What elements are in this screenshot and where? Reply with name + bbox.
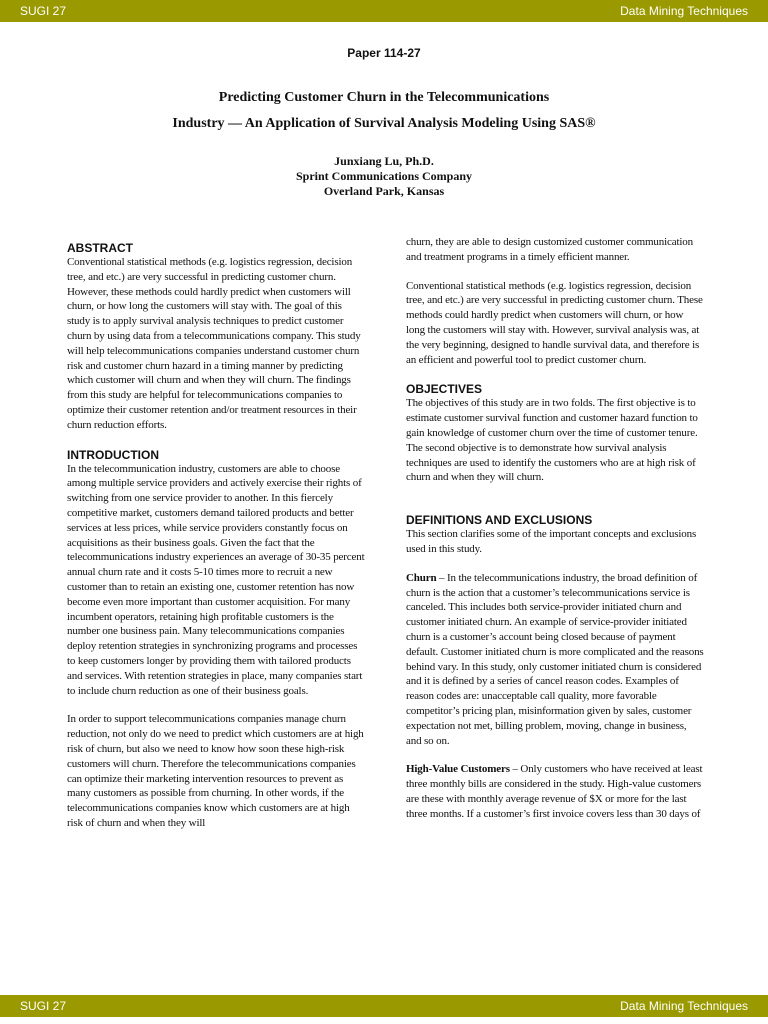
definitions-heading: DEFINITIONS AND EXCLUSIONS <box>406 513 593 528</box>
continued-paragraph: churn, they are able to design customized customer communication and treatment programs in a timely efficient manner. <box>406 236 694 263</box>
paper-number: Paper 114-27 <box>347 46 421 60</box>
title-line-2: Industry — An Application of Survival Analysis Modeling Using SAS® <box>172 116 596 131</box>
left-column <box>67 241 365 831</box>
churn-definition <box>406 571 704 749</box>
bottom-footer-band <box>0 995 768 1017</box>
author-location: Overland Park, Kansas <box>323 184 445 198</box>
abstract-heading: ABSTRACT <box>67 241 133 255</box>
introduction-paragraph-2: In order to support telecommunications companies manage churn reduction, not only do we need to predict which customers are at high risk of churn, but also we need to know how soon these high-risk customers will churn. Therefore the telecommunications companies can optimize their marketing intervention resources to prevent as many customers as possible from churning. In other words, if the telecommunications companies know which customers are at high risk of churn and when they will <box>67 713 364 829</box>
right-column <box>406 235 704 822</box>
conventional-methods-paragraph: Conventional statistical methods (e.g. logistics regression, decision tree, and etc.) are very successful in predicting customer churn. These methods could hardly predict when customers will churn, or how long the customers will stay with. However, survival analysis was, at the very beginning, designed to handle survival data, and therefore is an efficient and powerful tool to predict customer churn. <box>406 279 703 366</box>
author-organization: Sprint Communications Company <box>295 169 473 183</box>
introduction-paragraph-1: In the telecommunication industry, customers are able to choose among multiple service providers and actively exercise their rights of switching from one service provider to another. In this fiercely competitive market, customers demand tailored products and better services at less prices, while service providers constantly focus on acquisitions as their business goals. Given the fact that the telecommunications industry experiences an average of 30-35 percent annual churn rate and it costs 5-10 times more to recruit a new customer than to retain an existing one, customer retention has now become even more important than customer acquisition. For many incumbent operators, retaining high profitable customers is the number one business pain. Many telecommunications companies deploy retention strategies in synchronizing programs and processes to keep customers longer by providing them with tailored products and services. With retention strategies in place, many companies start to include churn reduction as one of their business goals. <box>67 462 365 697</box>
high-value-term: High-Value Customers <box>406 763 510 776</box>
objectives-heading: OBJECTIVES <box>406 382 483 397</box>
introduction-heading: INTRODUCTION <box>67 447 159 462</box>
top-header-band <box>0 0 768 22</box>
footer-right-label: Data Mining Techniques <box>620 999 748 1013</box>
high-value-text: – Only customers who have received at least three monthly bills are considered in the study. High-value customers are these with monthly average revenue of $X or more for the last three months. If a customer’s first invoice covers less than 30 days of <box>406 763 703 820</box>
abstract-text: Conventional statistical methods (e.g. logistics regression, decision tree, and etc.) are very successful in predicting customer churn. However, these methods could hardly predict when customers will churn, or how long the customers will stay with. The goal of this study is to apply survival analysis techniques to predict customer churn by using data from a telecommunications company. This study will help telecommunications companies understand customer churn risk and customer churn hazard in a timing manner by predicting which customer will churn and when they will churn. The findings from this study are helpful for telecommunications companies to optimize their customer retention and/or treatment resources in their churn reduction efforts. <box>67 256 361 431</box>
header-left-label: SUGI 27 <box>20 4 67 18</box>
high-value-customers-definition <box>406 762 704 821</box>
churn-text: – In the telecommunications industry, the broad definition of churn is the action that a customer’s telecommunications service is canceled. This includes both service-provider initiated churn and customer initiated churn. An example of service-provider initiated churn is a customer’s account being closed because of payment default. Customer initiated churn is more complicated and the reasons behind vary. In this study, only customer initiated churn is considered and it is defined by a series of cancel reason codes. Examples of reason codes are: unacceptable call quality, more favorable competitor’s pricing plan, misinformation given by sales, customer expectation not met, billing problem, moving, change in business, and so on. <box>406 571 704 747</box>
objectives-text: The objectives of this study are in two folds. The first objective is to estimate customer survival function and customer hazard function to gain knowledge of customer churn over the time of customer tenure. The second objective is to demonstrate how survival analysis techniques are used to identify the customers who are at high risk of churn and when they will churn. <box>406 397 698 484</box>
title-line-1: Predicting Customer Churn in the Telecommunications <box>218 90 550 105</box>
footer-left-label: SUGI 27 <box>20 999 67 1013</box>
definitions-text: This section clarifies some of the important concepts and exclusions used in this study. <box>406 528 697 555</box>
header-right-label: Data Mining Techniques <box>620 4 748 18</box>
author-name: Junxiang Lu, Ph.D. <box>334 154 434 168</box>
churn-term: Churn <box>406 571 437 584</box>
